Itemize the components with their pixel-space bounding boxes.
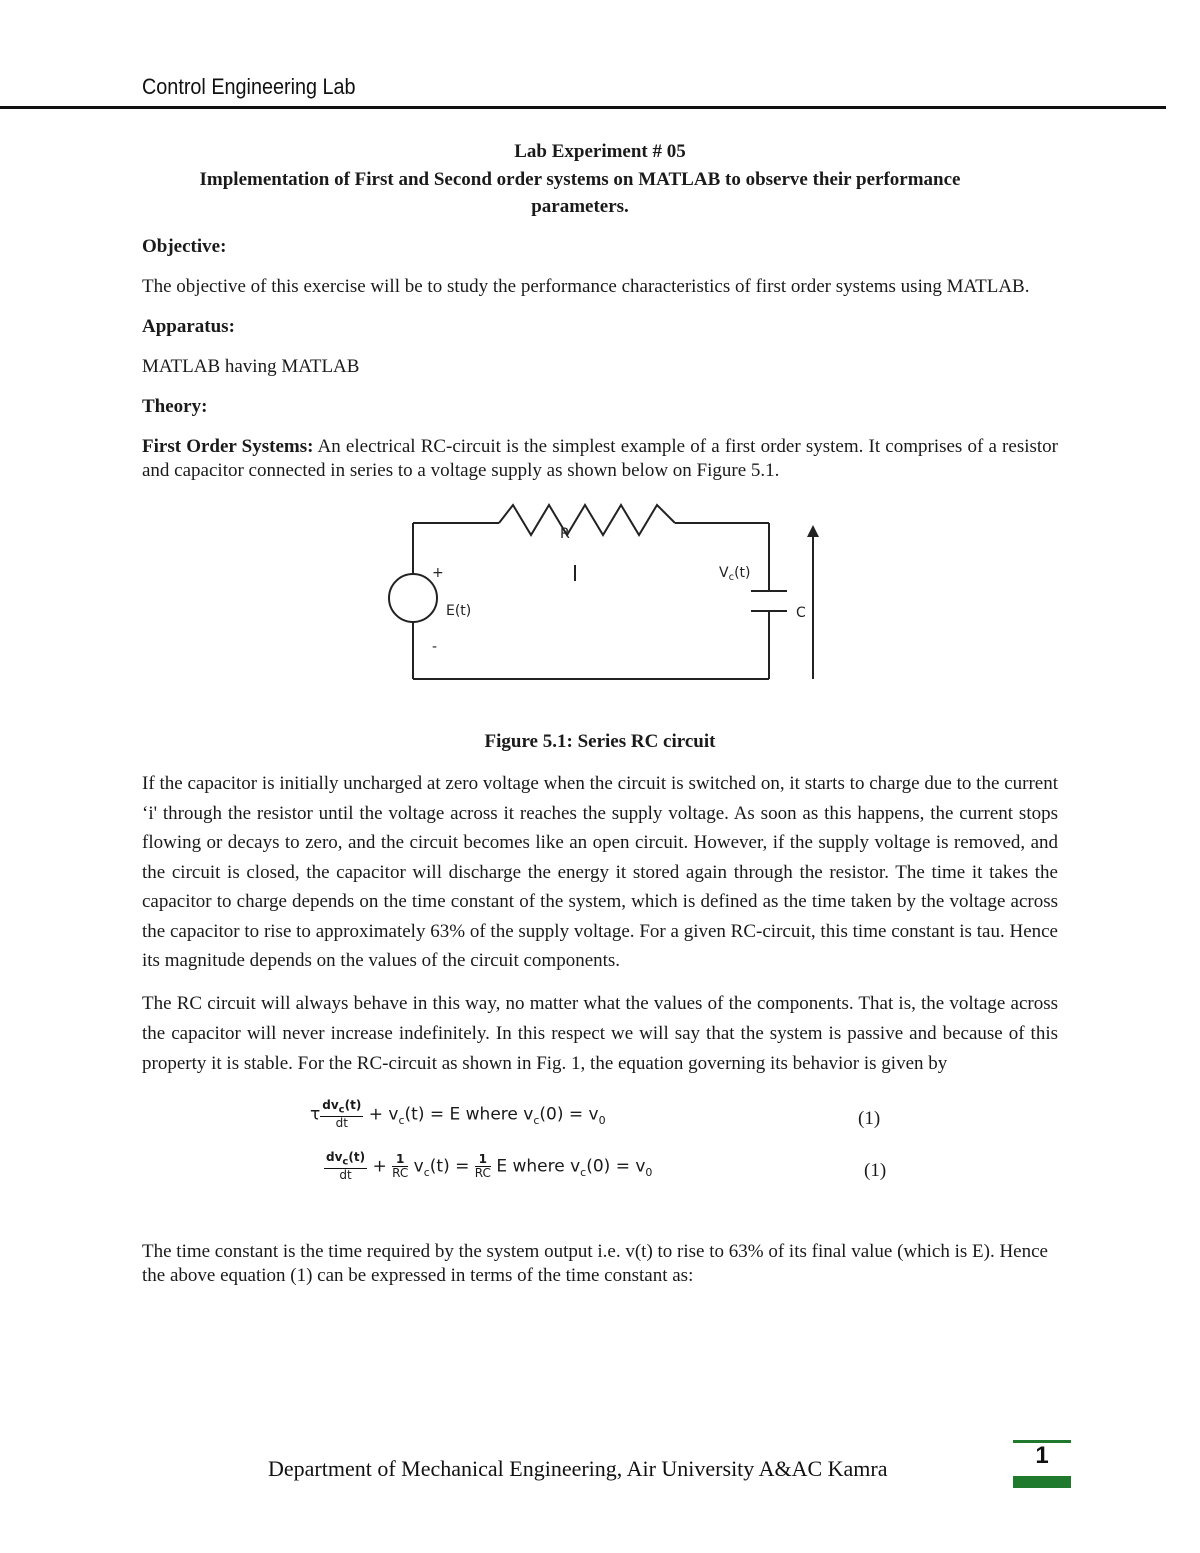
first-order-text: An electrical RC-circuit is the simplest example of a first order system. It comprises of a resistor and capacitor connected in series to a voltage supply as shown below on Figure 5.1. — [142, 436, 1058, 481]
figure-caption: Figure 5.1: Series RC circuit — [484, 731, 716, 752]
resistor-label: R — [560, 526, 570, 542]
source-minus: - — [432, 639, 438, 655]
page-number-rule-bottom — [1013, 1476, 1071, 1488]
capacitor-voltage-label: $V_c(t)$ — [719, 565, 751, 583]
apparatus-heading: Apparatus: — [142, 316, 235, 337]
rc-circuit-figure — [142, 493, 1058, 733]
first-order-paragraph — [142, 435, 1058, 483]
paragraph-1: If the capacitor is initially uncharged at zero voltage when the circuit is switched on, it starts to charge due to the current ‘i' through the resistor until the voltage across it reaches the supply voltage. As soon as this happens, the current stops flowing or decays to zero, and the circuit becomes like an open circuit. However, if the supply voltage is removed, and the circuit is closed, the capacitor will discharge the energy it stored again through the resistor. The time it takes the capacitor to charge depends on the time constant of the system, which is defined as the time taken by the voltage across the capacitor to rise to approximately 63% of the supply voltage. For a given RC-circuit, this time constant is tau. Hence its magnitude depends on the values of the circuit components. — [142, 773, 1058, 971]
document-body — [142, 140, 1058, 1288]
equation-1-number: (1) — [858, 1107, 881, 1129]
resistor-zigzag — [499, 505, 675, 535]
paragraph-3: The time constant is the time required by the system output i.e. v(t) to rise to 63% of its final value (which is E). Hence the above equation (1) can be expressed in terms of the time constant as: — [142, 1240, 1048, 1286]
source-plus: + — [432, 565, 444, 581]
page-number: 1 — [1035, 1442, 1049, 1469]
objective-heading: Objective: — [142, 236, 227, 257]
lab-number: Lab Experiment # 05 — [514, 141, 686, 162]
source-label: E(t) — [446, 603, 472, 619]
equation-2: $\frac{dv_c(t)}{dt}$ + $\frac{1}{RC}$ $v_c(t)$ = $\frac{1}{RC}$ E where $v_c(0) = v_0$ — [326, 1149, 653, 1182]
equation-1: τ $\frac{dv_c(t)}{dt}$ + $v_c(t) = E$ where $v_c(0) = v_0$ — [310, 1097, 606, 1130]
rc-circuit-diagram — [142, 493, 1058, 733]
voltage-source — [389, 574, 437, 622]
objective-text: The objective of this exercise will be to study the performance characteristics of first order systems using MATLAB. — [142, 276, 1030, 297]
equations-block — [142, 1093, 1058, 1211]
capacitor-label: C — [796, 605, 806, 621]
equation-2-number: (1) — [864, 1159, 887, 1181]
footer-text: Department of Mechanical Engineering, Air University A&AC Kamra — [268, 1456, 888, 1481]
page-number-box — [1013, 1440, 1071, 1488]
paragraph-2: The RC circuit will always behave in this way, no matter what the values of the components. That is, the voltage across the capacitor will never increase indefinitely. In this respect we will say that the system is passive and because of this property it is stable. For the RC-circuit as shown in Fig. 1, the equation governing its behavior is given by — [142, 992, 1058, 1074]
voltage-arrow-head — [807, 525, 819, 537]
apparatus-text: MATLAB having MATLAB — [142, 356, 360, 377]
header-title: Control Engineering Lab — [142, 74, 356, 99]
first-order-label: First Order Systems: — [142, 436, 314, 457]
theory-heading: Theory: — [142, 396, 208, 417]
header-rule — [0, 106, 1166, 109]
document-title: Implementation of First and Second order systems on MATLAB to observe their performance parameters. — [199, 169, 961, 217]
